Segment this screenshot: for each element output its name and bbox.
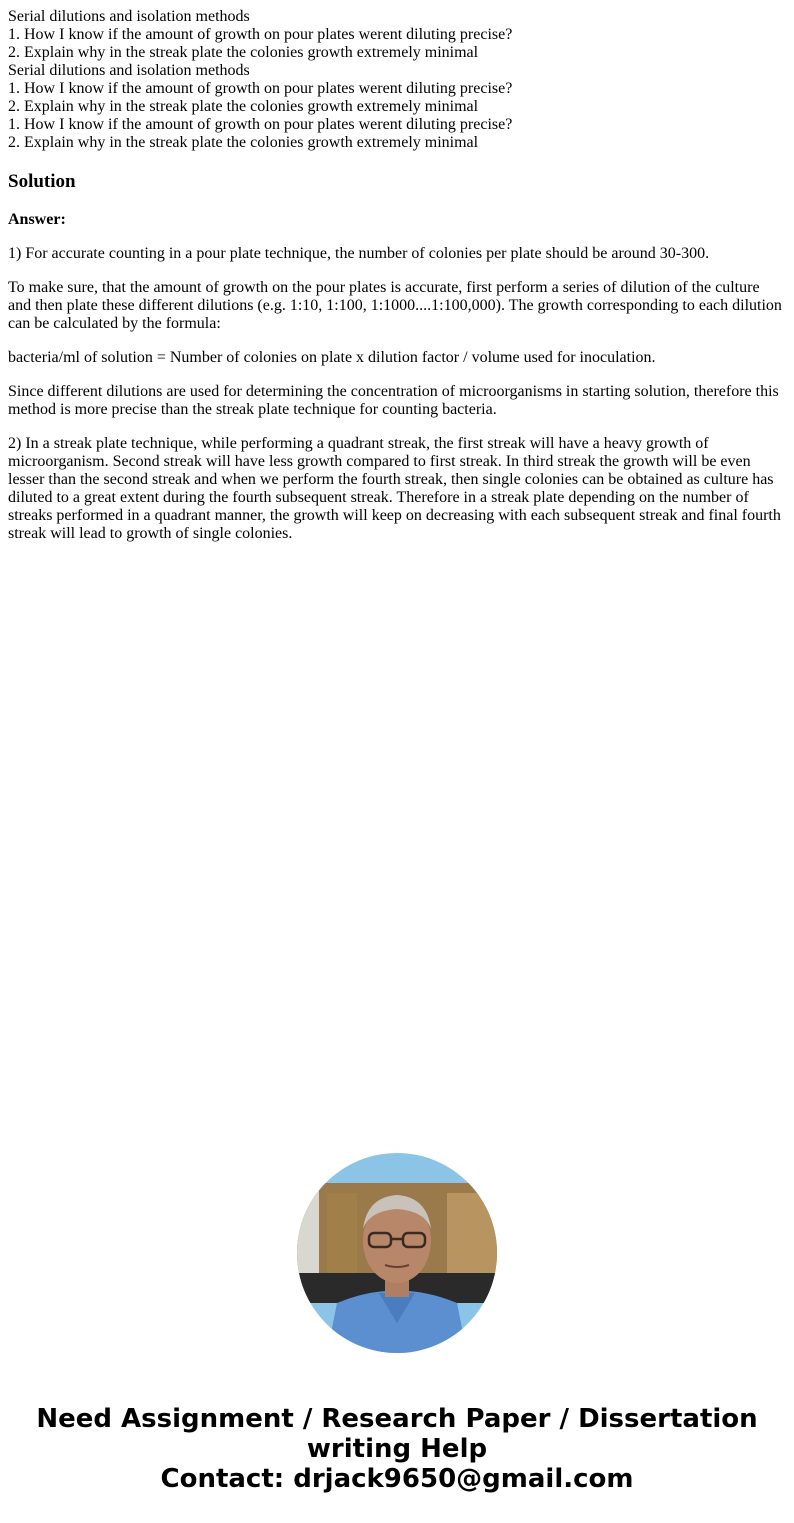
question-item: 1. How I know if the amount of growth on pour plates werent diluting precise? [8,116,513,133]
footer-contact-email: Contact: drjack9650@gmail.com [160,1464,634,1494]
question-item: 1. How I know if the amount of growth on pour plates werent diluting precise? [8,26,513,43]
question-item: 2. Explain why in the streak plate the colonies growth extremely minimal [8,98,479,115]
footer-line: writing Help [306,1434,488,1464]
footer-contact [0,1404,794,1494]
answer-paragraph: To make sure, that the amount of growth on the pour plates is accurate, first perform a series of dilution of the culture and then plate these different dilutions (e.g. 1:10, 1:100, 1:1000....1:100,000). The growth corresponding to each dilution can be calculated by the formula: [8,279,782,332]
answer-paragraph: Since different dilutions are used for determining the concentration of microorganisms in starting solution, therefore this method is more precise than the streak plate technique for counting bacteria. [8,383,779,418]
question-block [8,8,786,152]
solution-heading: Solution [8,171,76,192]
question-title: Serial dilutions and isolation methods [8,62,250,79]
answer-paragraph: 1) For accurate counting in a pour plate technique, the number of colonies per plate should be around 30-300. [8,245,710,262]
author-photo-icon [297,1153,497,1353]
question-item: 2. Explain why in the streak plate the colonies growth extremely minimal [8,44,479,61]
answer-label: Answer: [8,211,66,228]
question-title: Serial dilutions and isolation methods [8,8,250,25]
answer-paragraph: 2) In a streak plate technique, while performing a quadrant streak, the first streak will have a heavy growth of microorganism. Second streak will have less growth compared to first streak. In third streak the growth will be even lesser than the second streak and when we perform the fourth streak, then single colonies can be obtained as culture has diluted to a great extent during the fourth subsequent streak. Therefore in a streak plate depending on the number of streaks performed in a quadrant manner, the growth will keep on decreasing with each subsequent streak and final fourth streak will lead to growth of single colonies. [8,435,781,542]
author-avatar [297,1153,497,1353]
question-item: 2. Explain why in the streak plate the colonies growth extremely minimal [8,134,479,151]
question-item: 1. How I know if the amount of growth on pour plates werent diluting precise? [8,80,513,97]
answer-paragraph: bacteria/ml of solution = Number of colonies on plate x dilution factor / volume used for inoculation. [8,349,656,366]
footer-line: Need Assignment / Research Paper / Dissertation [36,1404,758,1434]
document-content [8,8,786,559]
